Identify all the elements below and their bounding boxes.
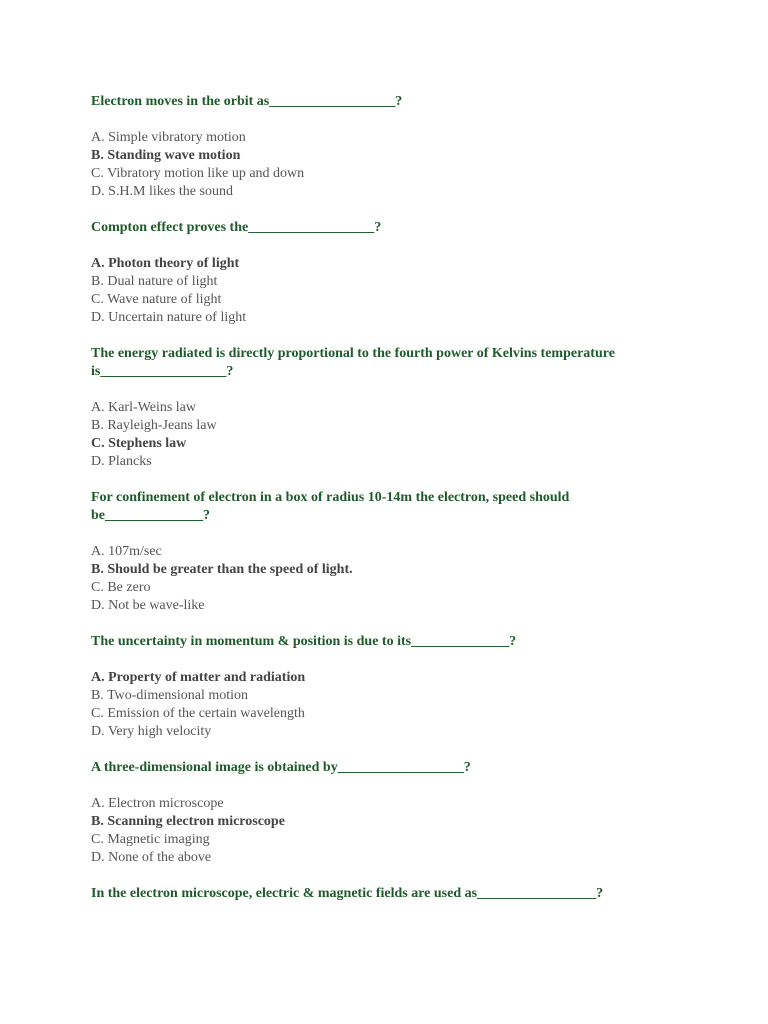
option-c: C. Emission of the certain wavelength [91, 706, 305, 721]
option-d: D. Not be wave-like [91, 598, 205, 613]
option-d: D. S.H.M likes the sound [91, 184, 233, 199]
option-a: A. 107m/sec [91, 544, 162, 559]
question-text: For confinement of electron in a box of radius 10-14m the electron, speed should be______________? [91, 490, 570, 523]
option-d: D. Very high velocity [91, 724, 212, 739]
question-text: The energy radiated is directly proportional to the fourth power of Kelvins temperature is__________________? [91, 346, 615, 379]
option-a: A. Karl-Weins law [91, 400, 197, 415]
option-c: C. Be zero [91, 580, 151, 595]
option-d: D. Plancks [91, 454, 152, 469]
option-list [91, 129, 691, 201]
question-item [91, 885, 691, 903]
option-b: B. Rayleigh-Jeans law [91, 418, 217, 433]
option-b-correct: B. Standing wave motion [91, 148, 241, 163]
question-item [91, 489, 691, 615]
option-a-correct: A. Property of matter and radiation [91, 670, 306, 685]
option-a-correct: A. Photon theory of light [91, 256, 240, 271]
option-list [91, 255, 691, 327]
question-item [91, 759, 691, 867]
option-b-correct: B. Scanning electron microscope [91, 814, 285, 829]
question-item [91, 93, 691, 201]
option-a: A. Electron microscope [91, 796, 224, 811]
option-list [91, 399, 691, 471]
question-text: A three-dimensional image is obtained by__________________? [91, 760, 471, 775]
option-d: D. None of the above [91, 850, 212, 865]
question-text: Electron moves in the orbit as__________________? [91, 94, 403, 109]
option-list [91, 795, 691, 867]
question-item [91, 219, 691, 327]
option-list [91, 543, 691, 615]
option-a: A. Simple vibratory motion [91, 130, 246, 145]
question-list [91, 93, 691, 921]
option-c: C. Wave nature of light [91, 292, 222, 307]
option-b: B. Dual nature of light [91, 274, 218, 289]
option-list [91, 669, 691, 741]
option-b-correct: B. Should be greater than the speed of light. [91, 562, 353, 577]
question-text: In the electron microscope, electric & magnetic fields are used as_________________? [91, 886, 604, 901]
question-item [91, 633, 691, 741]
question-item [91, 345, 691, 471]
option-c: C. Magnetic imaging [91, 832, 210, 847]
option-d: D. Uncertain nature of light [91, 310, 247, 325]
question-text: The uncertainty in momentum & position is due to its______________? [91, 634, 517, 649]
question-text: Compton effect proves the__________________? [91, 220, 382, 235]
option-b: B. Two-dimensional motion [91, 688, 249, 703]
option-c: C. Vibratory motion like up and down [91, 166, 305, 181]
option-c-correct: C. Stephens law [91, 436, 187, 451]
